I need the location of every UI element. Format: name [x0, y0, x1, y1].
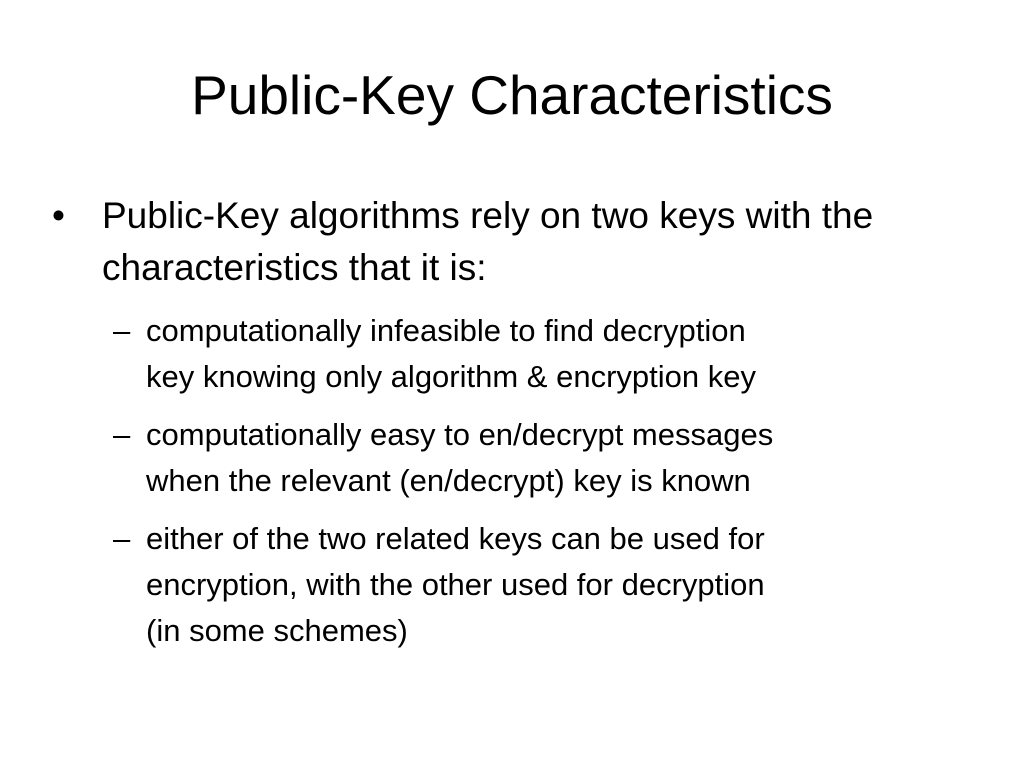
dash-marker: – — [113, 521, 131, 556]
sub-bullet-text — [146, 308, 961, 400]
dash-marker: – — [113, 417, 131, 452]
sub-bullet-line: computationally easy to en/decrypt messages — [146, 417, 774, 452]
main-bullet — [52, 190, 952, 294]
sub-bullet-list — [113, 308, 973, 666]
sub-bullet-line: encryption, with the other used for decryption — [146, 567, 765, 602]
sub-bullet-line: (in some schemes) — [146, 613, 408, 648]
sub-bullet-line: key knowing only algorithm & encryption key — [146, 359, 756, 394]
bullet-text: Public-Key algorithms rely on two keys with the characteristics that it is: — [102, 195, 874, 288]
bullet-marker: • — [52, 195, 65, 236]
sub-bullet-line: computationally infeasible to find decryption — [146, 313, 746, 348]
sub-bullet-text — [146, 412, 961, 504]
sub-bullet-item — [113, 308, 973, 400]
sub-bullet-item — [113, 412, 973, 504]
slide-title: Public-Key Characteristics — [191, 64, 833, 126]
dash-marker: – — [113, 313, 131, 348]
sub-bullet-line: when the relevant (en/decrypt) key is known — [146, 463, 751, 498]
sub-bullet-line: either of the two related keys can be used for — [146, 521, 765, 556]
sub-bullet-text — [146, 516, 961, 654]
sub-bullet-item — [113, 516, 973, 654]
